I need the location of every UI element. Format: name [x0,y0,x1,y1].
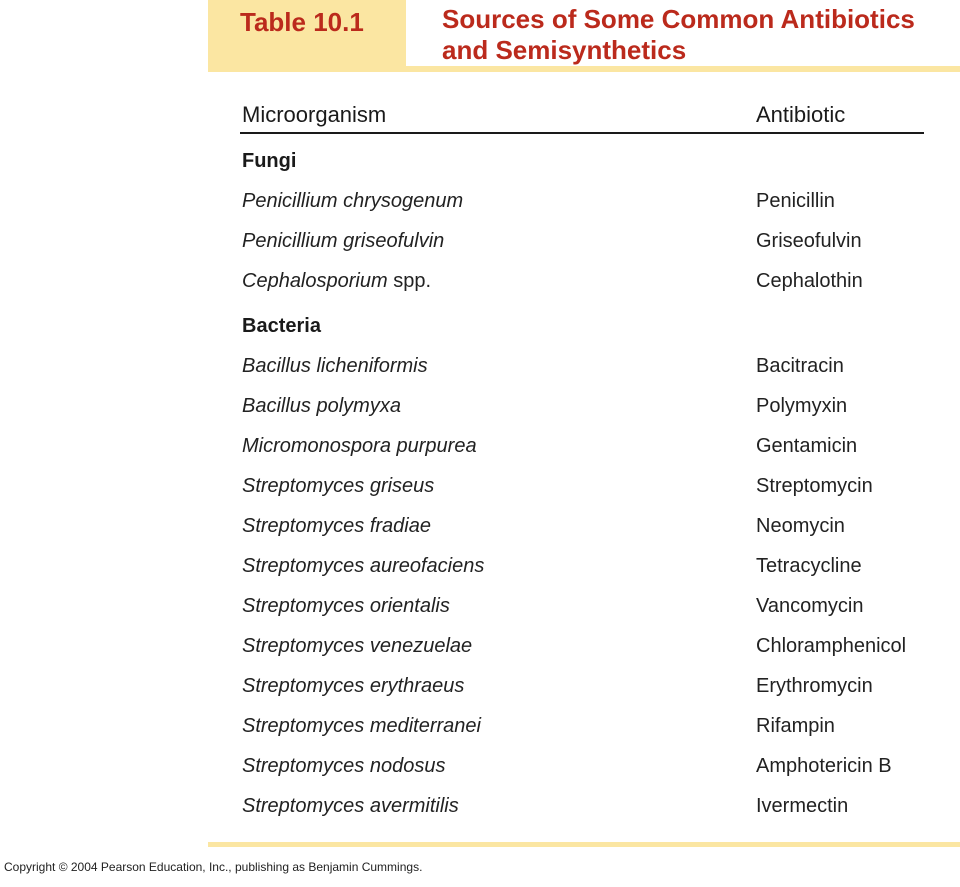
antibiotic-cell: Neomycin [756,515,845,537]
antibiotic-cell: Tetracycline [756,555,862,577]
column-header-antibiotic: Antibiotic [756,102,846,127]
antibiotic-cell: Vancomycin [756,595,864,617]
organism-cell: Bacillus polymyxa [242,395,401,417]
header-rule [208,66,960,72]
organism-cell: Streptomyces griseus [242,475,435,497]
table-row [0,551,960,581]
organism-cell: Streptomyces avermitilis [242,795,459,817]
table-row [0,631,960,661]
table-row [0,391,960,421]
organism-cell: Streptomyces orientalis [242,595,450,617]
organism-cell: Cephalosporium spp. [242,270,431,292]
organism-cell: Streptomyces venezuelae [242,635,473,657]
antibiotic-cell: Ivermectin [756,795,849,817]
table-row [0,751,960,781]
antibiotic-cell: Streptomycin [756,475,873,497]
column-header-rule [240,132,924,134]
organism-cell: Streptomyces erythraeus [242,675,465,697]
antibiotic-cell: Amphotericin B [756,755,892,777]
column-header-microorganism: Microorganism [242,102,387,127]
table-row [0,351,960,381]
table-row [0,431,960,461]
antibiotic-cell: Chloramphenicol [756,635,907,657]
antibiotic-cell: Polymyxin [756,395,848,417]
table-title-line-2: and Semisynthetics [442,35,687,65]
table-title-line-1: Sources of Some Common Antibiotics [442,4,915,34]
table-row [0,671,960,701]
table-label: Table 10.1 [240,7,364,37]
antibiotic-cell: Rifampin [756,715,835,737]
antibiotic-cell: Penicillin [756,190,835,212]
organism-cell: Penicillium griseofulvin [242,230,445,252]
organism-cell: Bacillus licheniformis [242,355,428,377]
organism-cell: Micromonospora purpurea [242,435,477,457]
table-row [0,266,960,296]
organism-cell: Streptomyces nodosus [242,755,446,777]
organism-cell: Streptomyces mediterranei [242,715,481,737]
antibiotic-cell: Gentamicin [756,435,858,457]
table-row [0,791,960,821]
organism-cell: Streptomyces aureofaciens [242,555,485,577]
antibiotic-cell: Erythromycin [756,675,873,697]
table-row [0,186,960,216]
copyright-notice: Copyright © 2004 Pearson Education, Inc., publishing as Benjamin Cummings. [4,860,423,874]
table-row [0,471,960,501]
organism-cell: Penicillium chrysogenum [242,190,464,212]
table-row [0,226,960,256]
table-title [442,4,915,66]
footer-rule [208,842,960,847]
table-row [0,511,960,541]
group-heading-bacteria: Bacteria [242,315,321,337]
antibiotic-cell: Cephalothin [756,270,863,292]
table-row [0,591,960,621]
group-heading-fungi: Fungi [242,150,297,172]
antibiotic-cell: Bacitracin [756,355,844,377]
organism-cell: Streptomyces fradiae [242,515,431,537]
antibiotic-cell: Griseofulvin [756,230,862,252]
table-row [0,711,960,741]
